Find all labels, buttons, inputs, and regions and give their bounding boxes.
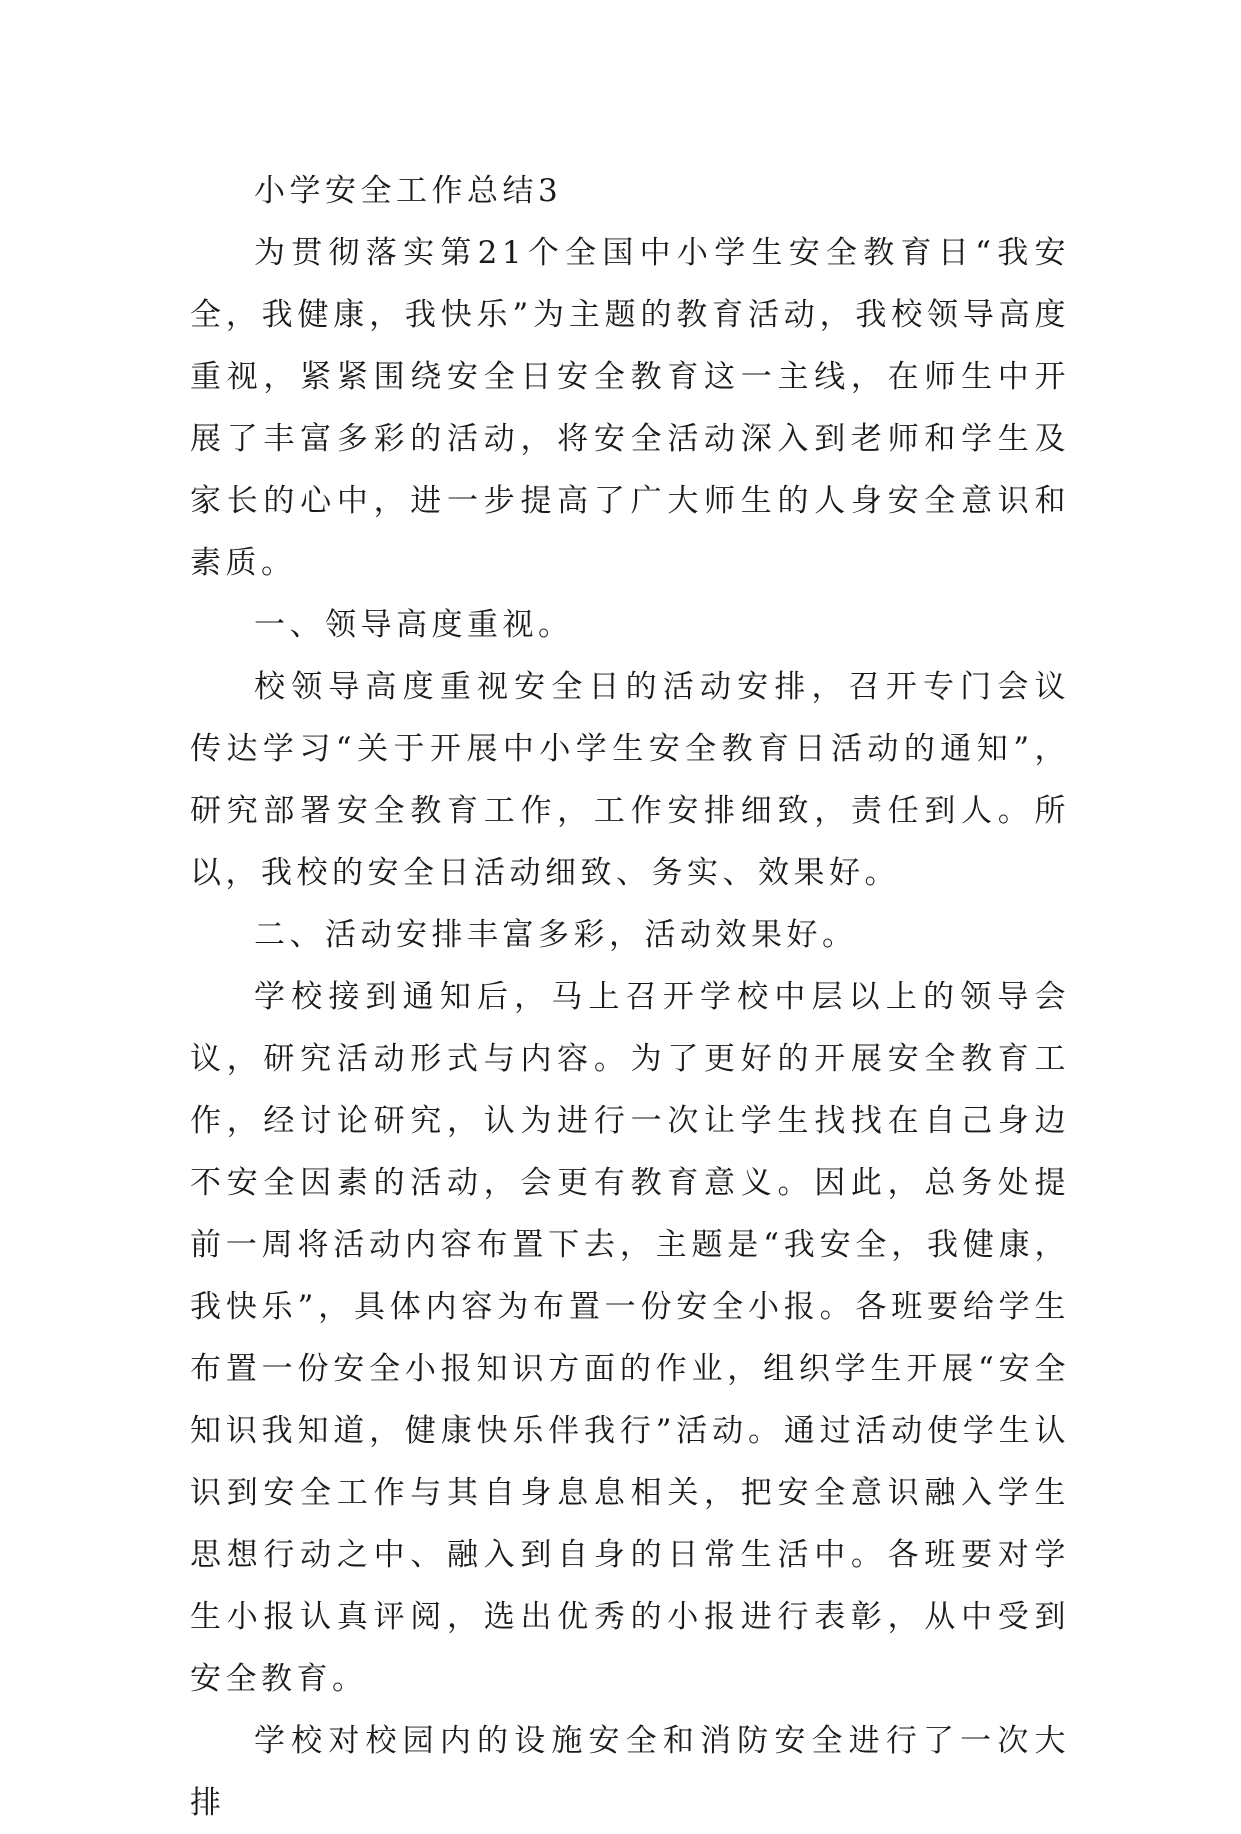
document-body [190, 160, 1070, 1834]
paragraph-section-2: 学校接到通知后，马上召开学校中层以上的领导会议，研究活动形式与内容。为了更好的开展安全教育工作，经讨论研究，认为进行一次让学生找找在自己身边不安全因素的活动，会更有教育意义。因此，总务处提前一周将活动内容布置下去，主题是“我安全，我健康，我快乐”，具体内容为布置一份安全小报。各班要给学生布置一份安全小报知识方面的作业，组织学生开展“安全知识我知道，健康快乐伴我行”活动。通过活动使学生认识到安全工作与其自身息息相关，把安全意识融入学生思想行动之中、融入到自身的日常生活中。各班要对学生小报认真评阅，选出优秀的小报进行表彰，从中受到安全教育。 [190, 979, 1070, 1697]
paragraph-intro: 为贯彻落实第21个全国中小学生安全教育日“我安全，我健康，我快乐”为主题的教育活动，我校领导高度重视，紧紧围绕安全日安全教育这一主线，在师生中开展了丰富多彩的活动，将安全活动深入到老师和学生及家长的心中，进一步提高了广大师生的人身安全意识和素质。 [190, 235, 1070, 581]
paragraph-section-1: 校领导高度重视安全日的活动安排，召开专门会议传达学习“关于开展中小学生安全教育日活动的通知”，研究部署安全教育工作，工作安排细致，责任到人。所以，我校的安全日活动细致、务实、效果好。 [190, 669, 1070, 891]
paragraph-continued: 学校对校园内的设施安全和消防安全进行了一次大排 [190, 1723, 1070, 1821]
section-heading-2: 二、活动安排丰富多彩，活动效果好。 [254, 917, 858, 953]
section-heading-1: 一、领导高度重视。 [254, 607, 574, 643]
document-title: 小学安全工作总结3 [254, 173, 563, 209]
